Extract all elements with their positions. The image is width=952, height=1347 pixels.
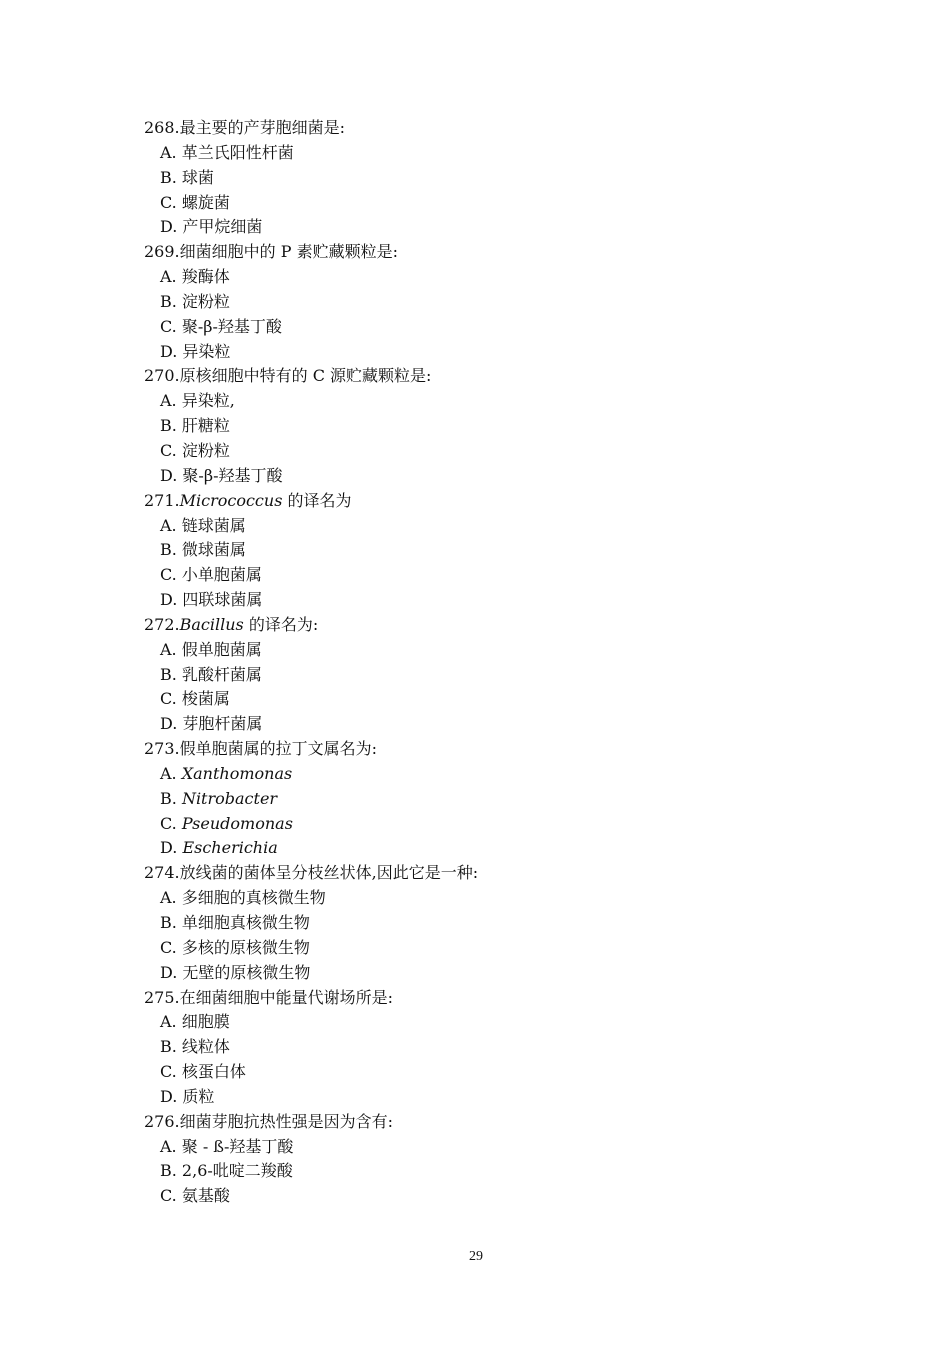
answer-option — [144, 787, 844, 812]
text-segment: A. 异染粒, — [160, 391, 235, 411]
text-segment: B. 球菌 — [160, 167, 214, 187]
italic-text: Pseudomonas — [181, 813, 293, 833]
answer-option — [144, 215, 844, 240]
text-segment: B. 线粒体 — [160, 1037, 230, 1057]
answer-option — [144, 638, 844, 663]
text-segment: 细菌细胞中的 P 素贮藏颗粒是: — [179, 242, 398, 262]
text-segment: C. 氨基酸 — [160, 1186, 230, 1206]
text-segment: C. 多核的原核微生物 — [160, 937, 310, 957]
question-stem — [144, 240, 844, 265]
text-segment: D. 无壁的原核微生物 — [160, 962, 311, 982]
text-segment: A. 细胞膜 — [160, 1012, 230, 1032]
question-block — [144, 116, 844, 240]
text-segment: 在细菌细胞中能量代谢场所是: — [179, 987, 394, 1007]
answer-option — [144, 663, 844, 688]
answer-option — [144, 538, 844, 563]
question-list — [144, 116, 844, 1209]
answer-option — [144, 936, 844, 961]
text-segment: D. 聚-β-羟基丁酸 — [160, 465, 283, 485]
text-segment: C. 梭菌属 — [160, 689, 230, 709]
answer-option — [144, 315, 844, 340]
answer-option — [144, 1135, 844, 1160]
answer-option — [144, 141, 844, 166]
text-segment: A. 链球菌属 — [160, 515, 246, 535]
text-segment: C. 核蛋白体 — [160, 1062, 246, 1082]
text-segment: C. 聚-β-羟基丁酸 — [160, 316, 282, 336]
text-segment: C. 螺旋菌 — [160, 192, 230, 212]
question-number: 273. — [144, 739, 180, 759]
question-block — [144, 986, 844, 1110]
text-segment: A. 聚 - ß-羟基丁酸 — [160, 1136, 294, 1156]
answer-option — [144, 191, 844, 216]
text-segment: B. 单细胞真核微生物 — [160, 913, 310, 932]
answer-option — [144, 464, 844, 489]
question-stem — [144, 986, 844, 1011]
text-segment: A. 假单胞菌属 — [160, 639, 262, 659]
answer-option — [144, 1010, 844, 1035]
question-block — [144, 364, 844, 488]
answer-option — [144, 1060, 844, 1085]
question-number: 271. — [144, 490, 180, 510]
question-block — [144, 240, 844, 364]
answer-option — [144, 414, 844, 439]
text-segment: B. 2,6-吡啶二羧酸 — [160, 1161, 293, 1181]
answer-option — [144, 886, 844, 911]
question-stem — [144, 364, 844, 389]
answer-option — [144, 762, 844, 787]
text-segment: B. 淀粉粒 — [160, 291, 230, 311]
text-segment: D. 四联球菌属 — [160, 590, 263, 610]
question-block — [144, 489, 844, 613]
text-segment: B. 乳酸杆菌属 — [160, 664, 262, 684]
text-segment: C. 淀粉粒 — [160, 440, 230, 460]
text-segment: 假单胞菌属的拉丁文属名为: — [179, 739, 378, 759]
text-segment: A. — [160, 763, 182, 783]
question-number: 274. — [144, 863, 180, 883]
page-number: 29 — [469, 1249, 483, 1264]
italic-text: Escherichia — [182, 838, 278, 858]
answer-option — [144, 836, 844, 861]
answer-option — [144, 389, 844, 414]
answer-option — [144, 712, 844, 737]
answer-option — [144, 166, 844, 191]
text-segment: D. — [160, 838, 183, 858]
answer-option — [144, 687, 844, 712]
text-segment: C. 小单胞菌属 — [160, 565, 262, 585]
question-stem — [144, 1110, 844, 1135]
italic-text: Xanthomonas — [181, 763, 293, 783]
answer-option — [144, 265, 844, 290]
question-block — [144, 1110, 844, 1209]
text-segment: A. 革兰氏阳性杆菌 — [160, 142, 294, 162]
text-segment: 最主要的产芽胞细菌是: — [179, 118, 346, 137]
text-segment: 的译名为 — [282, 490, 352, 510]
text-segment: C. — [160, 813, 182, 833]
question-block — [144, 737, 844, 861]
answer-option — [144, 588, 844, 613]
answer-option — [144, 563, 844, 588]
text-segment: A. 羧酶体 — [160, 267, 230, 287]
answer-option — [144, 340, 844, 365]
question-stem — [144, 861, 844, 886]
question-number: 276. — [144, 1111, 180, 1131]
italic-text: Bacillus — [179, 614, 244, 634]
question-number: 275. — [144, 987, 180, 1007]
answer-option — [144, 961, 844, 986]
question-stem — [144, 613, 844, 638]
text-segment: 的译名为: — [243, 614, 319, 634]
question-number: 272. — [144, 614, 180, 634]
question-block — [144, 861, 844, 985]
question-number: 269. — [144, 242, 180, 262]
answer-option — [144, 439, 844, 464]
italic-text: Micrococcus — [179, 490, 283, 510]
question-stem — [144, 489, 844, 514]
text-segment: D. 芽胞杆菌属 — [160, 714, 263, 734]
answer-option — [144, 290, 844, 315]
answer-option — [144, 1035, 844, 1060]
question-stem — [144, 116, 844, 141]
text-segment: B. — [160, 788, 182, 808]
text-segment: D. 异染粒 — [160, 341, 231, 361]
answer-option — [144, 911, 844, 936]
question-number: 268. — [144, 118, 180, 137]
question-number: 270. — [144, 366, 180, 386]
text-segment: D. 产甲烷细菌 — [160, 217, 263, 237]
text-segment: B. 微球菌属 — [160, 540, 246, 560]
text-segment: D. 质粒 — [160, 1086, 215, 1106]
question-block — [144, 613, 844, 737]
answer-option — [144, 1159, 844, 1184]
question-stem — [144, 737, 844, 762]
answer-option — [144, 812, 844, 837]
answer-option — [144, 1184, 844, 1209]
text-segment: 放线菌的菌体呈分枝丝状体,因此它是一种: — [179, 863, 479, 883]
answer-option — [144, 514, 844, 539]
text-segment: 原核细胞中特有的 C 源贮藏颗粒是: — [179, 366, 432, 386]
text-segment: 细菌芽胞抗热性强是因为含有: — [179, 1111, 394, 1131]
text-segment: A. 多细胞的真核微生物 — [160, 888, 326, 908]
text-segment: B. 肝糖粒 — [160, 416, 230, 436]
italic-text: Nitrobacter — [181, 788, 278, 808]
answer-option — [144, 1085, 844, 1110]
